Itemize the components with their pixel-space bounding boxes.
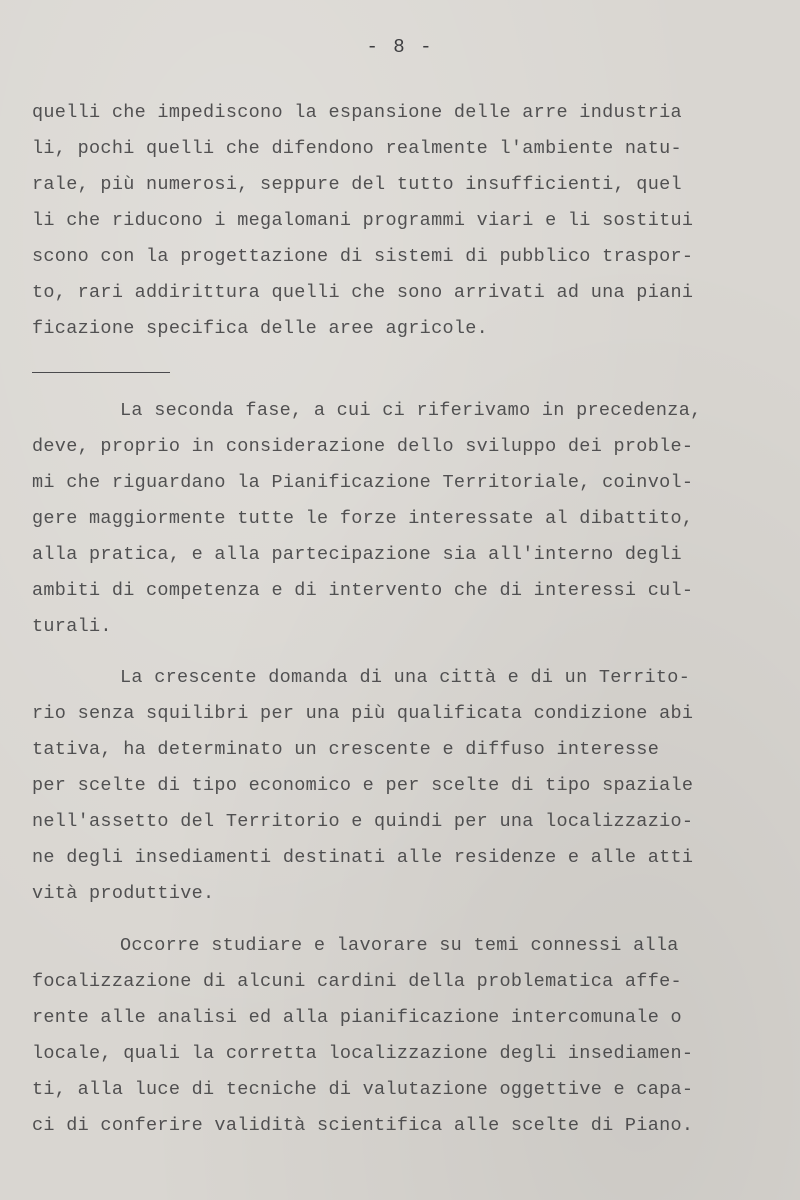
text-line: rale, più numerosi, seppure del tutto insufficienti, quel (32, 174, 682, 195)
paragraph-continuation (32, 95, 772, 347)
text-line: per scelte di tipo economico e per scelte di tipo spaziale (32, 775, 694, 796)
text-line: tativa, ha determinato un crescente e diffuso interesse (32, 739, 660, 760)
text-line: focalizzazione di alcuni cardini della problematica affe- (32, 971, 682, 992)
text-line: Occorre studiare e lavorare su temi connessi alla (120, 935, 679, 956)
text-line: deve, proprio in considerazione dello sviluppo dei proble- (32, 436, 694, 457)
page-number: - 8 - (366, 36, 434, 58)
paragraph-occorre-studiare (32, 928, 772, 1144)
text-line: rente alle analisi ed alla pianificazione intercomunale o (32, 1007, 682, 1028)
text-line: ficazione specifica delle aree agricole. (32, 318, 489, 339)
text-line: La crescente domanda di una città e di un Territo- (120, 667, 691, 688)
text-line: ti, alla luce di tecniche di valutazione oggettive e capa- (32, 1079, 694, 1100)
text-line: mi che riguardano la Pianificazione Territoriale, coinvol- (32, 472, 694, 493)
text-line: li che riducono i megalomani programmi viari e li sostitui (32, 210, 694, 231)
paragraph-crescente-domanda (32, 660, 772, 912)
text-line: quelli che impediscono la espansione delle arre industria (32, 102, 682, 123)
paragraph-seconda-fase (32, 393, 772, 645)
text-line: La seconda fase, a cui ci riferivamo in precedenza, (120, 400, 702, 421)
text-line: scono con la progettazione di sistemi di pubblico traspor- (32, 246, 694, 267)
footnote-rule (32, 372, 170, 373)
text-line: turali. (32, 616, 112, 637)
text-line: vità produttive. (32, 883, 215, 904)
text-line: ne degli insediamenti destinati alle residenze e alle atti (32, 847, 694, 868)
text-line: nell'assetto del Territorio e quindi per una localizzazio- (32, 811, 694, 832)
text-line: gere maggiormente tutte le forze interessate al dibattito, (32, 508, 694, 529)
text-line: ambiti di competenza e di intervento che di interessi cul- (32, 580, 694, 601)
text-line: rio senza squilibri per una più qualificata condizione abi (32, 703, 694, 724)
text-line: alla pratica, e alla partecipazione sia all'interno degli (32, 544, 682, 565)
text-line: ci di conferire validità scientifica alle scelte di Piano. (32, 1115, 694, 1136)
text-line: li, pochi quelli che difendono realmente l'ambiente natu- (32, 138, 682, 159)
text-line: locale, quali la corretta localizzazione degli insediamen- (32, 1043, 694, 1064)
text-line: to, rari addirittura quelli che sono arrivati ad una piani (32, 282, 694, 303)
